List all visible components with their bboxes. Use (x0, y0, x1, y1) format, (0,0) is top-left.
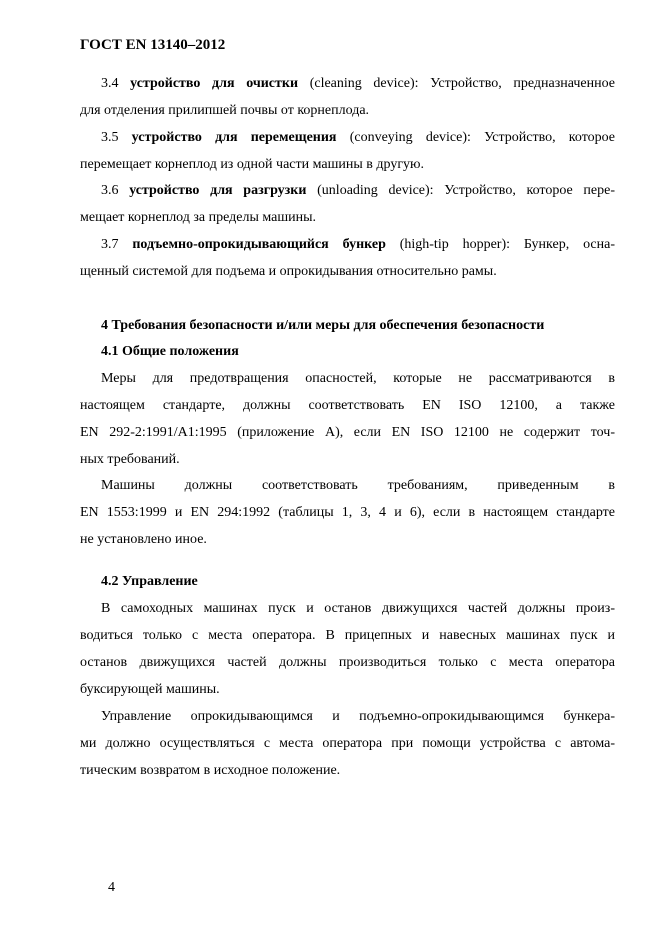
paragraph-line: водиться только с места оператора. В прицепных и навесных машинах пуск и (80, 628, 615, 643)
paragraph-line: останов движущихся частей должны производиться только с места оператора (80, 655, 615, 670)
definition-3-5-line-1: 3.5 устройство для перемещения (conveying device): Устройство, которое (101, 130, 615, 145)
paragraph-line: Меры для предотвращения опасностей, которые не рассматриваются в (101, 371, 615, 386)
section-4-title: 4 Требования безопасности и/или меры для обеспечения безопасности (101, 318, 545, 333)
standard-header: ГОСТ EN 13140–2012 (80, 37, 226, 53)
section-4-2-title: 4.2 Управление (101, 574, 198, 589)
section-4-1-title: 4.1 Общие положения (101, 344, 239, 359)
paragraph-line: ми должно осуществляться с места оператора при помощи устройства с автома- (80, 736, 615, 751)
paragraph-line: не установлено иное. (80, 532, 207, 547)
paragraph-line: EN 1553:1999 и EN 294:1992 (таблицы 1, 3, 4 и 6), если в настоящем стандарте (80, 505, 615, 520)
page-number: 4 (108, 880, 115, 895)
definition-3-6-line-1: 3.6 устройство для разгрузки (unloading device): Устройство, которое пере- (101, 183, 615, 198)
definition-3-7-line-1: 3.7 подъемно-опрокидывающийся бункер (high-tip hopper): Бункер, осна- (101, 237, 615, 252)
definition-3-5-line-2: перемещает корнеплод из одной части машины в другую. (80, 157, 425, 172)
paragraph-line: В самоходных машинах пуск и останов движущихся частей должны произ- (101, 601, 615, 616)
paragraph-line: ных требований. (80, 452, 180, 467)
definition-3-6-line-2: мещает корнеплод за пределы машины. (80, 210, 317, 225)
paragraph-line: тическим возвратом в исходное положение. (80, 763, 341, 778)
paragraph-line: буксирующей машины. (80, 682, 220, 697)
paragraph-line: Машины должны соответствовать требованиям, приведенным в (101, 478, 615, 493)
paragraph-line: EN 292-2:1991/A1:1995 (приложение А), если EN ISO 12100 не содержит точ- (80, 425, 615, 440)
definition-3-7-line-2: щенный системой для подъема и опрокидывания относительно рамы. (80, 264, 497, 279)
paragraph-line: настоящем стандарте, должны соответствовать EN ISO 12100, а также (80, 398, 615, 413)
definition-3-4-line-2: для отделения прилипшей почвы от корнеплода. (80, 103, 370, 118)
paragraph-line: Управление опрокидывающимся и подъемно-опрокидывающимся бункера- (101, 709, 615, 724)
definition-3-4-line-1: 3.4 устройство для очистки (cleaning device): Устройство, предназначенное (101, 76, 615, 91)
